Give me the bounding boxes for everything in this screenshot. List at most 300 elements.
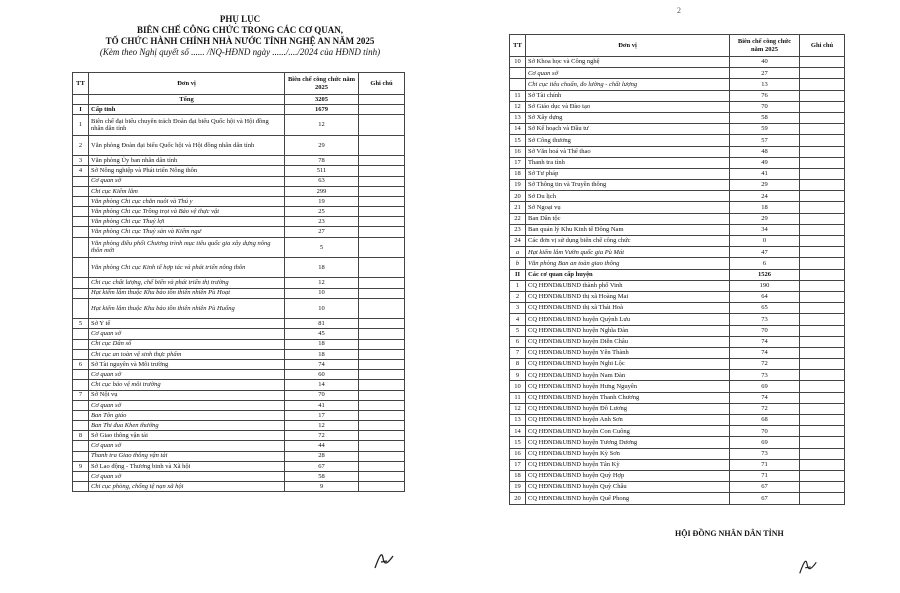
staffing-value: 1526 (730, 269, 800, 280)
note-cell (359, 359, 405, 369)
note-cell (359, 176, 405, 186)
table-row (510, 258, 845, 269)
table-row (73, 115, 405, 135)
table-row (510, 347, 845, 358)
row-number: 8 (73, 431, 89, 441)
row-number (73, 380, 89, 390)
table-row (510, 415, 845, 426)
table-row (73, 176, 405, 186)
staffing-value: 74 (730, 336, 800, 347)
row-number: 6 (510, 336, 526, 347)
staffing-value: 58 (285, 472, 359, 482)
staffing-value: 49 (730, 157, 800, 168)
row-number (73, 441, 89, 451)
note-cell (359, 186, 405, 196)
table-row (510, 392, 845, 403)
staffing-value: 27 (285, 227, 359, 237)
note-cell (359, 298, 405, 318)
unit-name: Văn phòng Ban an toàn giao thông (526, 258, 730, 269)
row-number: 18 (510, 470, 526, 481)
note-cell (359, 319, 405, 329)
table-row (510, 280, 845, 291)
row-number: 13 (510, 415, 526, 426)
table-row (73, 95, 405, 105)
note-cell (800, 336, 845, 347)
unit-name: CQ HĐND&UBND huyện Anh Sơn (526, 415, 730, 426)
row-number: 9 (73, 461, 89, 471)
staffing-value: 28 (285, 451, 359, 461)
note-cell (359, 166, 405, 176)
row-number: I (73, 105, 89, 115)
staffing-value: 12 (285, 421, 359, 431)
unit-name: Các cơ quan cấp huyện (526, 269, 730, 280)
unit-name: CQ HĐND&UBND huyện Quỳ Châu (526, 482, 730, 493)
column-header-tt: TT (510, 35, 526, 57)
staffing-value: 73 (730, 370, 800, 381)
table-row (73, 207, 405, 217)
note-cell (800, 303, 845, 314)
table-row (510, 370, 845, 381)
note-cell (359, 451, 405, 461)
unit-name: CQ HĐND&UBND huyện Nghi Lộc (526, 359, 730, 370)
row-number: 24 (510, 236, 526, 247)
note-cell (359, 227, 405, 237)
row-number: 8 (510, 359, 526, 370)
note-cell (359, 370, 405, 380)
note-cell (359, 105, 405, 115)
staffing-value: 40 (730, 57, 800, 68)
unit-name: Cấp tỉnh (89, 105, 285, 115)
note-cell (359, 349, 405, 359)
row-number: 1 (510, 280, 526, 291)
table-row (73, 421, 405, 431)
unit-name: Văn phòng Ủy ban nhân dân tỉnh (89, 156, 285, 166)
staffing-value: 72 (285, 431, 359, 441)
staffing-value: 299 (285, 186, 359, 196)
note-cell (800, 90, 845, 101)
table-row (73, 156, 405, 166)
table-row (510, 314, 845, 325)
unit-name: Sở Công thương (526, 135, 730, 146)
note-cell (800, 448, 845, 459)
note-cell (800, 437, 845, 448)
column-header-note: Ghi chú (800, 35, 845, 57)
unit-name: Tổng (89, 95, 285, 105)
row-number: 4 (73, 166, 89, 176)
unit-name: CQ HĐND&UBND huyện Tân Kỳ (526, 459, 730, 470)
row-number: 19 (510, 180, 526, 191)
row-number (73, 451, 89, 461)
unit-name: CQ HĐND&UBND huyện Yên Thành (526, 347, 730, 358)
unit-name: CQ HĐND&UBND thị xã Thái Hoà (526, 303, 730, 314)
unit-name: Sở Du lịch (526, 191, 730, 202)
note-cell (800, 426, 845, 437)
unit-name: Sở Tài nguyên và Môi trường (89, 359, 285, 369)
unit-name: Chi cục chất lượng, chế biến và phát triển thị trường (89, 278, 285, 288)
table-row (510, 180, 845, 191)
staffing-value: 78 (285, 156, 359, 166)
row-number (73, 472, 89, 482)
staffing-value: 17 (285, 410, 359, 420)
staffing-value: 48 (730, 146, 800, 157)
row-number (73, 288, 89, 298)
table-row (510, 470, 845, 481)
staffing-value: 76 (730, 90, 800, 101)
note-cell (800, 470, 845, 481)
row-number: 4 (510, 314, 526, 325)
table-row (73, 370, 405, 380)
note-cell (359, 339, 405, 349)
unit-name: Sở Ngoại vụ (526, 202, 730, 213)
unit-name: Sở Tư pháp (526, 168, 730, 179)
note-cell (800, 347, 845, 358)
row-number (73, 410, 89, 420)
table-row (510, 482, 845, 493)
unit-name: Cơ quan sở (89, 441, 285, 451)
table-row (73, 227, 405, 237)
staffing-value: 18 (730, 202, 800, 213)
table-row (510, 90, 845, 101)
note-cell (800, 79, 845, 90)
staffing-value: 67 (730, 493, 800, 504)
table-row (73, 278, 405, 288)
table-row (73, 217, 405, 227)
note-cell (359, 156, 405, 166)
staffing-value: 1679 (285, 105, 359, 115)
row-number: 3 (510, 303, 526, 314)
unit-name: Văn phòng Chi cục Thuỷ lợi (89, 217, 285, 227)
unit-name: CQ HĐND&UBND huyện Đô Lương (526, 403, 730, 414)
staffing-value: 13 (730, 79, 800, 90)
table-row (510, 269, 845, 280)
table-row (73, 258, 405, 278)
staffing-value: 45 (285, 329, 359, 339)
row-number: II (510, 269, 526, 280)
note-cell (800, 325, 845, 336)
unit-name: Hạt kiểm lâm thuộc Khu bảo tồn thiên nhiên Pù Hoạt (89, 288, 285, 298)
table-row (510, 101, 845, 112)
staffing-value: 19 (285, 196, 359, 206)
table-row (510, 236, 845, 247)
table-row (73, 339, 405, 349)
row-number: 10 (510, 57, 526, 68)
table-row (510, 79, 845, 90)
row-number (510, 68, 526, 79)
row-number: 7 (73, 390, 89, 400)
unit-name: CQ HĐND&UBND huyện Quế Phong (526, 493, 730, 504)
unit-name: Văn phòng Chi cục Thuỷ sản và Kiểm ngư (89, 227, 285, 237)
table-row (510, 426, 845, 437)
table-row (73, 166, 405, 176)
table-row (510, 112, 845, 123)
row-number: 5 (73, 319, 89, 329)
table-row (510, 157, 845, 168)
row-number: 21 (510, 202, 526, 213)
row-number (73, 482, 89, 492)
note-cell (800, 291, 845, 302)
signature-mark (797, 555, 819, 577)
row-number: 12 (510, 403, 526, 414)
column-header-note: Ghi chú (359, 73, 405, 95)
row-number (73, 186, 89, 196)
unit-name: CQ HĐND&UBND huyện Diễn Châu (526, 336, 730, 347)
row-number: 17 (510, 157, 526, 168)
table-row (510, 135, 845, 146)
staffing-value: 64 (730, 291, 800, 302)
table-row (73, 400, 405, 410)
staffing-value: 41 (285, 400, 359, 410)
row-number (73, 400, 89, 410)
row-number: 15 (510, 135, 526, 146)
row-number: 9 (510, 370, 526, 381)
row-number: 20 (510, 493, 526, 504)
note-cell (359, 258, 405, 278)
staffing-value: 25 (285, 207, 359, 217)
unit-name: Văn phòng Đoàn đại biểu Quốc hội và Hội đồng nhân dân tỉnh (89, 135, 285, 155)
council-signature-label: HỘI ĐỒNG NHÂN DÂN TỈNH (675, 529, 784, 538)
row-number: 19 (510, 482, 526, 493)
document-title-line1: BIÊN CHẾ CÔNG CHỨC TRONG CÁC CƠ QUAN, (136, 25, 343, 35)
staffing-value: 59 (730, 124, 800, 135)
row-number: 23 (510, 224, 526, 235)
table-row (73, 105, 405, 115)
staffing-value: 3205 (285, 95, 359, 105)
staffing-value: 24 (730, 191, 800, 202)
row-number: 12 (510, 101, 526, 112)
staffing-value: 70 (730, 325, 800, 336)
row-number (73, 339, 89, 349)
row-number: 3 (73, 156, 89, 166)
unit-name: Sở Nông nghiệp và Phát triển Nông thôn (89, 166, 285, 176)
note-cell (359, 95, 405, 105)
note-cell (800, 459, 845, 470)
unit-name: Sở Xây dựng (526, 112, 730, 123)
row-number: 1 (73, 115, 89, 135)
staffing-value: 9 (285, 482, 359, 492)
unit-name: Thanh tra tỉnh (526, 157, 730, 168)
row-number (73, 207, 89, 217)
unit-name: Sở Nội vụ (89, 390, 285, 400)
note-cell (800, 381, 845, 392)
note-cell (800, 146, 845, 157)
unit-name: Sở Thông tin và Truyền thông (526, 180, 730, 191)
appendix-title: PHỤ LỤC (219, 14, 261, 24)
staffing-value: 12 (285, 278, 359, 288)
staffing-value: 190 (730, 280, 800, 291)
unit-name: Cơ quan sở (89, 400, 285, 410)
row-number: 10 (510, 381, 526, 392)
staffing-value: 68 (730, 415, 800, 426)
staffing-value: 10 (285, 288, 359, 298)
note-cell (800, 135, 845, 146)
note-cell (359, 390, 405, 400)
note-cell (800, 124, 845, 135)
staffing-value: 5 (285, 237, 359, 257)
row-number (73, 349, 89, 359)
unit-name: Văn phòng điều phối Chương trình mục tiêu quốc gia xây dựng nông thôn mới (89, 237, 285, 257)
table-row (73, 482, 405, 492)
note-cell (800, 168, 845, 179)
note-cell (800, 247, 845, 258)
note-cell (800, 269, 845, 280)
row-number: 13 (510, 112, 526, 123)
row-number: 14 (510, 124, 526, 135)
note-cell (359, 278, 405, 288)
staffing-value: 29 (285, 135, 359, 155)
table-row (73, 349, 405, 359)
table-row (73, 472, 405, 482)
row-number (73, 196, 89, 206)
table-row (510, 359, 845, 370)
table-row (510, 224, 845, 235)
note-cell (800, 191, 845, 202)
table-row (73, 329, 405, 339)
table-row (510, 146, 845, 157)
table-row (73, 298, 405, 318)
table-row (510, 303, 845, 314)
row-number: 11 (510, 392, 526, 403)
unit-name: Sở Tài chính (526, 90, 730, 101)
unit-name: Sở Giáo dục và Đào tạo (526, 101, 730, 112)
unit-name: CQ HĐND&UBND huyện Nghĩa Đàn (526, 325, 730, 336)
staffing-value: 29 (730, 180, 800, 191)
page-number: 2 (677, 6, 681, 15)
unit-name: CQ HĐND&UBND huyện Nam Đàn (526, 370, 730, 381)
unit-name: Ban Tôn giáo (89, 410, 285, 420)
unit-name: Sở Y tế (89, 319, 285, 329)
column-header-staffing: Biên chế công chức năm 2025 (285, 73, 359, 95)
table-row (73, 451, 405, 461)
table-row (510, 191, 845, 202)
staffing-value: 73 (730, 448, 800, 459)
unit-name: Ban quản lý Khu Kinh tế Đông Nam (526, 224, 730, 235)
unit-name: CQ HĐND&UBND thị xã Hoàng Mai (526, 291, 730, 302)
unit-name: Sở Kế hoạch và Đầu tư (526, 124, 730, 135)
row-number: 2 (73, 135, 89, 155)
row-number (73, 95, 89, 105)
table-row (510, 291, 845, 302)
table-row (510, 493, 845, 504)
table-row (510, 68, 845, 79)
table-row (510, 336, 845, 347)
table-row (73, 186, 405, 196)
note-cell (359, 380, 405, 390)
table-row (73, 390, 405, 400)
table-row (510, 437, 845, 448)
note-cell (359, 288, 405, 298)
note-cell (800, 314, 845, 325)
staffing-value: 71 (730, 470, 800, 481)
note-cell (359, 196, 405, 206)
note-cell (800, 482, 845, 493)
staffing-value: 74 (730, 392, 800, 403)
unit-name: Ban Thi đua Khen thưởng (89, 421, 285, 431)
note-cell (800, 68, 845, 79)
unit-name: Sở Giao thông vận tải (89, 431, 285, 441)
unit-name: Hạt kiểm lâm thuộc Khu bảo tồn thiên nhiên Pù Huống (89, 298, 285, 318)
table-row (73, 288, 405, 298)
unit-name: Cơ quan sở (89, 472, 285, 482)
row-number (73, 329, 89, 339)
note-cell (800, 493, 845, 504)
note-cell (800, 202, 845, 213)
staffing-value: 65 (730, 303, 800, 314)
unit-name: Chi cục phòng, chống tệ nạn xã hội (89, 482, 285, 492)
unit-name: Chi cục tiêu chuẩn, đo lường - chất lượng (526, 79, 730, 90)
unit-name: CQ HĐND&UBND huyện Con Cuông (526, 426, 730, 437)
table-row (73, 237, 405, 257)
note-cell (800, 224, 845, 235)
table-row (510, 202, 845, 213)
row-number: 14 (510, 426, 526, 437)
table-row (510, 124, 845, 135)
unit-name: CQ HĐND&UBND huyện Quỳ Hợp (526, 470, 730, 481)
note-cell (359, 115, 405, 135)
row-number (73, 237, 89, 257)
row-number: 18 (510, 168, 526, 179)
staffing-value: 67 (285, 461, 359, 471)
unit-name: CQ HĐND&UBND huyện Thanh Chương (526, 392, 730, 403)
unit-name: Văn phòng Chi cục Trồng trọt và Bảo vệ thực vật (89, 207, 285, 217)
row-number (73, 421, 89, 431)
row-number (73, 258, 89, 278)
row-number (73, 176, 89, 186)
staffing-value: 73 (730, 314, 800, 325)
row-number: 5 (510, 325, 526, 336)
unit-name: Cơ quan sở (89, 370, 285, 380)
row-number (73, 370, 89, 380)
unit-name: Cơ quan sở (526, 68, 730, 79)
note-cell (359, 410, 405, 420)
note-cell (359, 441, 405, 451)
staffing-table-left (72, 72, 405, 492)
staffing-value: 70 (285, 390, 359, 400)
note-cell (800, 213, 845, 224)
unit-name: CQ HĐND&UBND huyện Quỳnh Lưu (526, 314, 730, 325)
staffing-table-right (509, 34, 845, 505)
table-row (510, 213, 845, 224)
unit-name: CQ HĐND&UBND huyện Tương Dương (526, 437, 730, 448)
staffing-value: 70 (730, 426, 800, 437)
row-number: 11 (510, 90, 526, 101)
document-header (70, 14, 410, 58)
note-cell (800, 157, 845, 168)
staffing-value: 72 (730, 359, 800, 370)
staffing-value: 60 (285, 370, 359, 380)
unit-name: Biên chế đại biểu chuyên trách Đoàn đại biểu Quốc hội và Hội đồng nhân dân tỉnh (89, 115, 285, 135)
table-row (73, 196, 405, 206)
staffing-value: 74 (730, 347, 800, 358)
note-cell (359, 329, 405, 339)
page-right (455, 0, 900, 593)
note-cell (800, 370, 845, 381)
staffing-value: 47 (730, 247, 800, 258)
row-number: 17 (510, 459, 526, 470)
row-number (73, 227, 89, 237)
staffing-value: 18 (285, 258, 359, 278)
staffing-value: 41 (730, 168, 800, 179)
unit-name: CQ HĐND&UBND huyện Hưng Nguyên (526, 381, 730, 392)
row-number (510, 79, 526, 90)
unit-name: Văn phòng Chi cục chăn nuôi và Thú y (89, 196, 285, 206)
row-number: 20 (510, 191, 526, 202)
note-cell (359, 482, 405, 492)
note-cell (359, 431, 405, 441)
note-cell (800, 415, 845, 426)
row-number (73, 217, 89, 227)
table-row (73, 431, 405, 441)
unit-name: Sở Văn hoá và Thể thao (526, 146, 730, 157)
